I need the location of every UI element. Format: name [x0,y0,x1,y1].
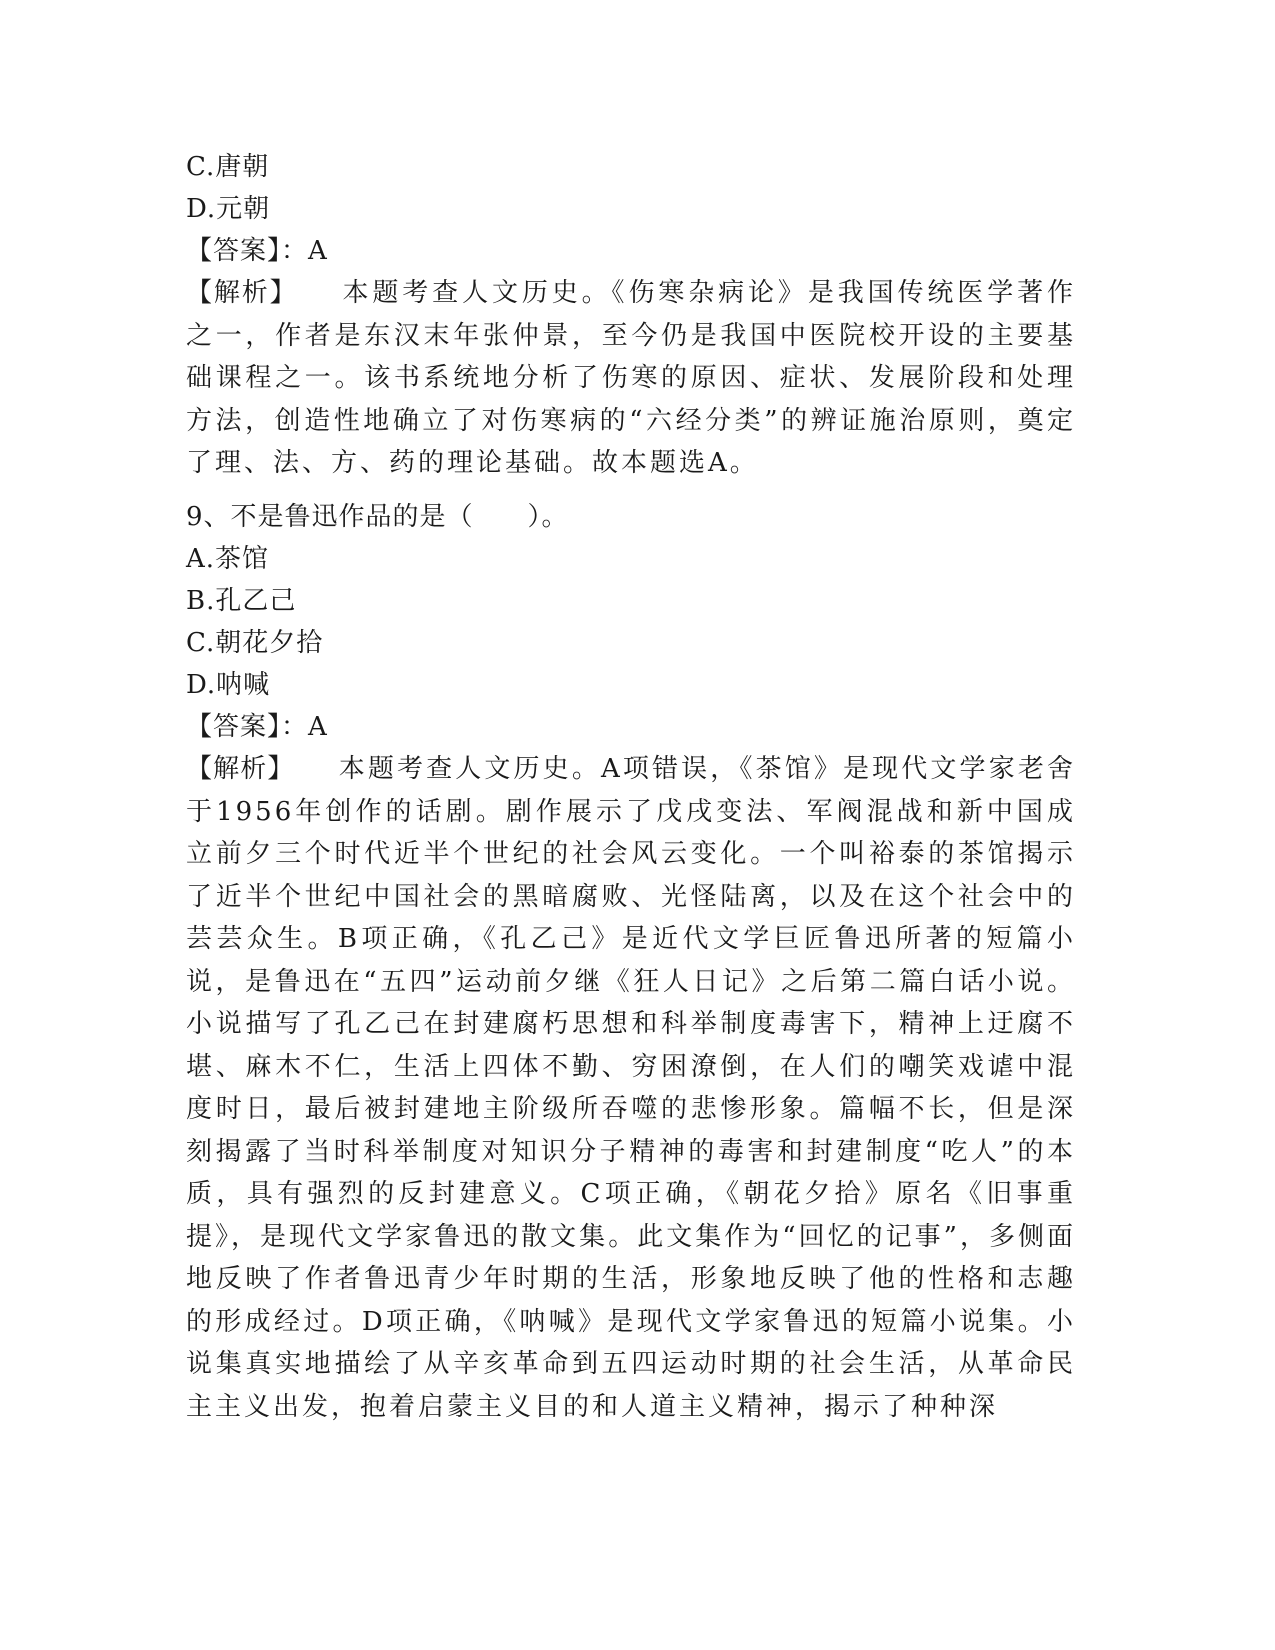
q9-option-c: C.朝花夕拾 [186,628,324,658]
q9-option-a: A.茶馆 [186,544,270,574]
q9-answer [186,706,328,748]
q9-question: 9、不是鲁迅作品的是（ ）。 [186,502,569,532]
q9-option-b: B.孔乙己 [186,586,297,616]
q9-analysis-text: 本题考查人文历史。A项错误，《茶馆》是现代文学家老舍于1956年创作的话剧。剧作展示了戊戌变法、军阀混战和新中国成立前夕三个时代近半个世纪的社会风云变化。一个叫裕泰的茶馆揭示了近半个世纪中国社会的黑暗腐败、光怪陆离，以及在这个社会中的芸芸众生。B项正确，《孔乙己》是近代文学巨匠鲁迅所著的短篇小说，是鲁迅在“五四”运动前夕继《狂人日记》之后第二篇白话小说。小说描写了孔乙己在封建腐朽思想和科举制度毒害下，精神上迂腐不堪、麻木不仁，生活上四体不勤、穷困潦倒，在人们的嘲笑戏谑中混度时日，最后被封建地主阶级所吞噬的悲惨形象。篇幅不长，但是深刻揭露了当时科举制度对知识分子精神的毒害和封建制度“吃人”的本质，具有强烈的反封建意义。C项正确，《朝花夕拾》原名《旧事重提》，是现代文学家鲁迅的散文集。此文集作为“回忆的记事”，多侧面地反映了作者鲁迅青少年时期的生活，形象地反映了他的性格和志趣的形成经过。D项正确，《呐喊》是现代文学家鲁迅的短篇小说集。小说集真实地描绘了从辛亥革命到五四运动时期的社会生活，从革命民主主义出发，抱着启蒙主义目的和人道主义精神，揭示了种种深 [186,754,1076,1422]
q8-answer-value: A [308,236,328,266]
q8-option-d: D.元朝 [186,194,271,224]
q9-option-d: D.呐喊 [186,670,271,700]
q9-analysis [186,748,1076,1428]
q8-option-c: C.唐朝 [186,152,270,182]
q8-analysis [186,272,1076,485]
q9-answer-value: A [308,712,328,742]
q9-answer-tag: 【答案】： [186,712,309,742]
q8-answer [186,230,328,272]
q8-answer-tag: 【答案】： [186,236,309,266]
q8-analysis-tag: 【解析】 [186,278,298,308]
q9-analysis-tag: 【解析】 [186,754,295,784]
q8-analysis-text: 本题考查人文历史。《伤寒杂病论》是我国传统医学著作之一，作者是东汉末年张仲景，至今仍是我国中医院校开设的主要基础课程之一。该书系统地分析了伤寒的原因、症状、发展阶段和处理方法，创造性地确立了对伤寒病的“六经分类”的辨证施治原则，奠定了理、法、方、药的理论基础。故本题选A。 [186,278,1076,478]
